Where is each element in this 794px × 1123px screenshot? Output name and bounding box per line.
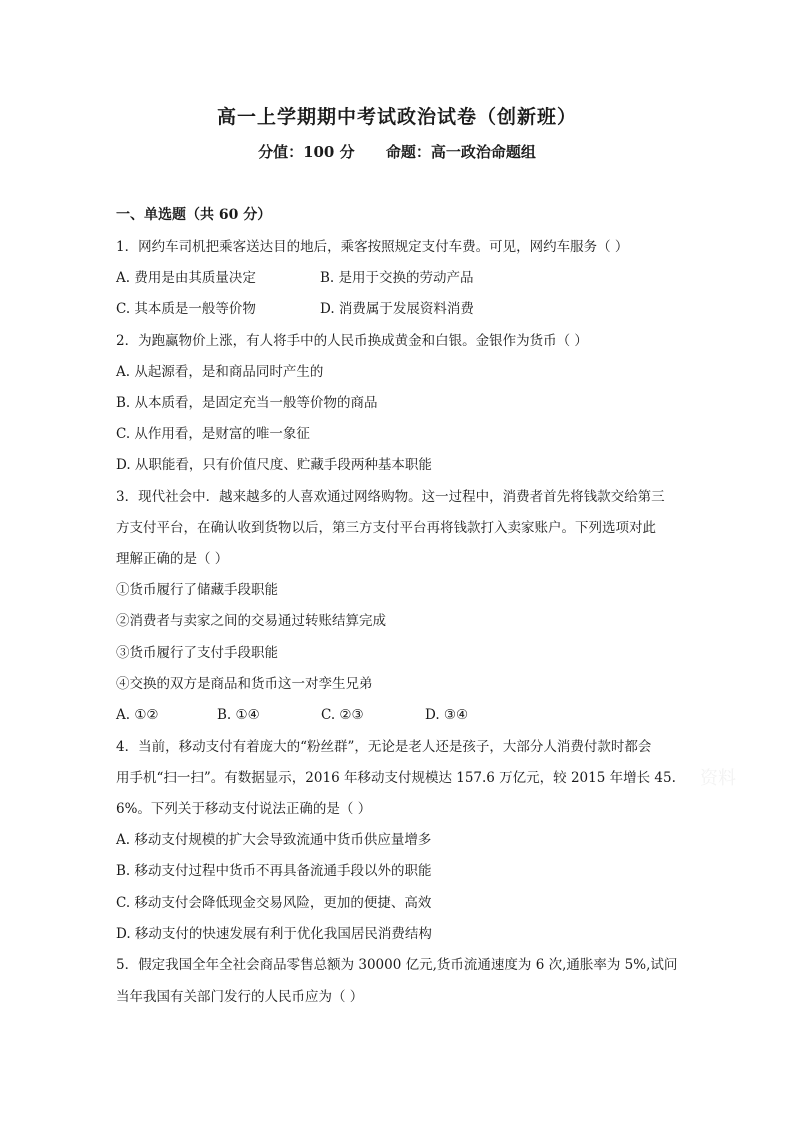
question-1-option-d: D. 消费属于发展资料消费 [320, 301, 474, 317]
question-1-options-row-1 [116, 267, 474, 289]
question-1-option-b: B. 是用于交换的劳动产品 [320, 270, 474, 286]
question-3-option-a: A. ①② [116, 707, 159, 723]
question-5-stem-line-1: 5．假定我国全年全社会商品零售总额为 30000 亿元,货币流通速度为 6 次,通胀率为 5%,试问 [116, 957, 678, 973]
section-heading: 一、单选题（共 60 分） [116, 207, 272, 223]
page-subtitle: 分值：100 分 命题：高一政治命题组 [258, 143, 536, 161]
question-3-stem-line-3: 理解正确的是（ ） [116, 551, 229, 567]
question-4-option-d: D. 移动支付的快速发展有利于优化我国居民消费结构 [116, 926, 432, 942]
question-4-option-c: C. 移动支付会降低现金交易风险，更加的便捷、高效 [116, 895, 432, 911]
question-3-statement-4: ④交换的双方是商品和货币这一对孪生兄弟 [116, 676, 373, 692]
question-3-stem-line-2: 方支付平台，在确认收到货物以后，第三方支付平台再将钱款打入卖家账户。下列选项对此 [116, 520, 656, 536]
question-3-option-b: B. ①④ [217, 707, 260, 723]
question-1-option-a: A. 费用是由其质量决定 [116, 270, 256, 286]
question-4-stem-line-2: 用手机“扫一扫”。有数据显示，2016 年移动支付规模达 157.6 万亿元，较 2015 年增长 45. [116, 770, 676, 786]
question-3-statement-2: ②消费者与卖家之间的交易通过转账结算完成 [116, 613, 386, 629]
question-4-stem-line-3: 6%。下列关于移动支付说法正确的是（ ） [116, 801, 372, 817]
question-3-option-c: C. ②③ [321, 707, 364, 723]
question-1-option-c: C. 其本质是一般等价物 [116, 301, 256, 317]
question-4-option-b: B. 移动支付过程中货币不再具备流通手段以外的职能 [116, 863, 432, 879]
question-2-stem: 2．为跑赢物价上涨，有人将手中的人民币换成黄金和白银。金银作为货币（ ） [116, 333, 588, 349]
question-5-stem-line-2: 当年我国有关部门发行的人民币应为（ ） [116, 989, 364, 1005]
question-3-option-d: D. ③④ [425, 707, 469, 723]
question-2-option-a: A. 从起源看，是和商品同时产生的 [116, 364, 324, 380]
question-3-stem-line-1: 3．现代社会中．越来越多的人喜欢通过网络购物。这一过程中，消费者首先将钱款交给第三 [116, 489, 665, 505]
question-3-statement-1: ①货币履行了储藏手段职能 [116, 582, 278, 598]
question-2-option-d: D. 从职能看，只有价值尺度、贮藏手段两种基本职能 [116, 457, 432, 473]
question-2-option-b: B. 从本质看，是固定充当一般等价物的商品 [116, 395, 378, 411]
question-1-options-row-2 [116, 298, 474, 320]
question-4-stem-line-1: 4．当前，移动支付有着庞大的“粉丝群”，无论是老人还是孩子，大部分人消费付款时都会 [116, 739, 652, 755]
question-2-option-c: C. 从作用看，是财富的唯一象征 [116, 426, 310, 442]
question-3-statement-3: ③货币履行了支付手段职能 [116, 645, 278, 661]
watermark: 资料 [700, 768, 736, 789]
question-1-stem: 1．网约车司机把乘客送达目的地后，乘客按照规定支付车费。可见，网约车服务（ ） [116, 239, 629, 255]
question-4-option-a: A. 移动支付规模的扩大会导致流通中货币供应量增多 [116, 832, 432, 848]
page-title: 高一上学期期中考试政治试卷（创新班） [216, 106, 577, 128]
